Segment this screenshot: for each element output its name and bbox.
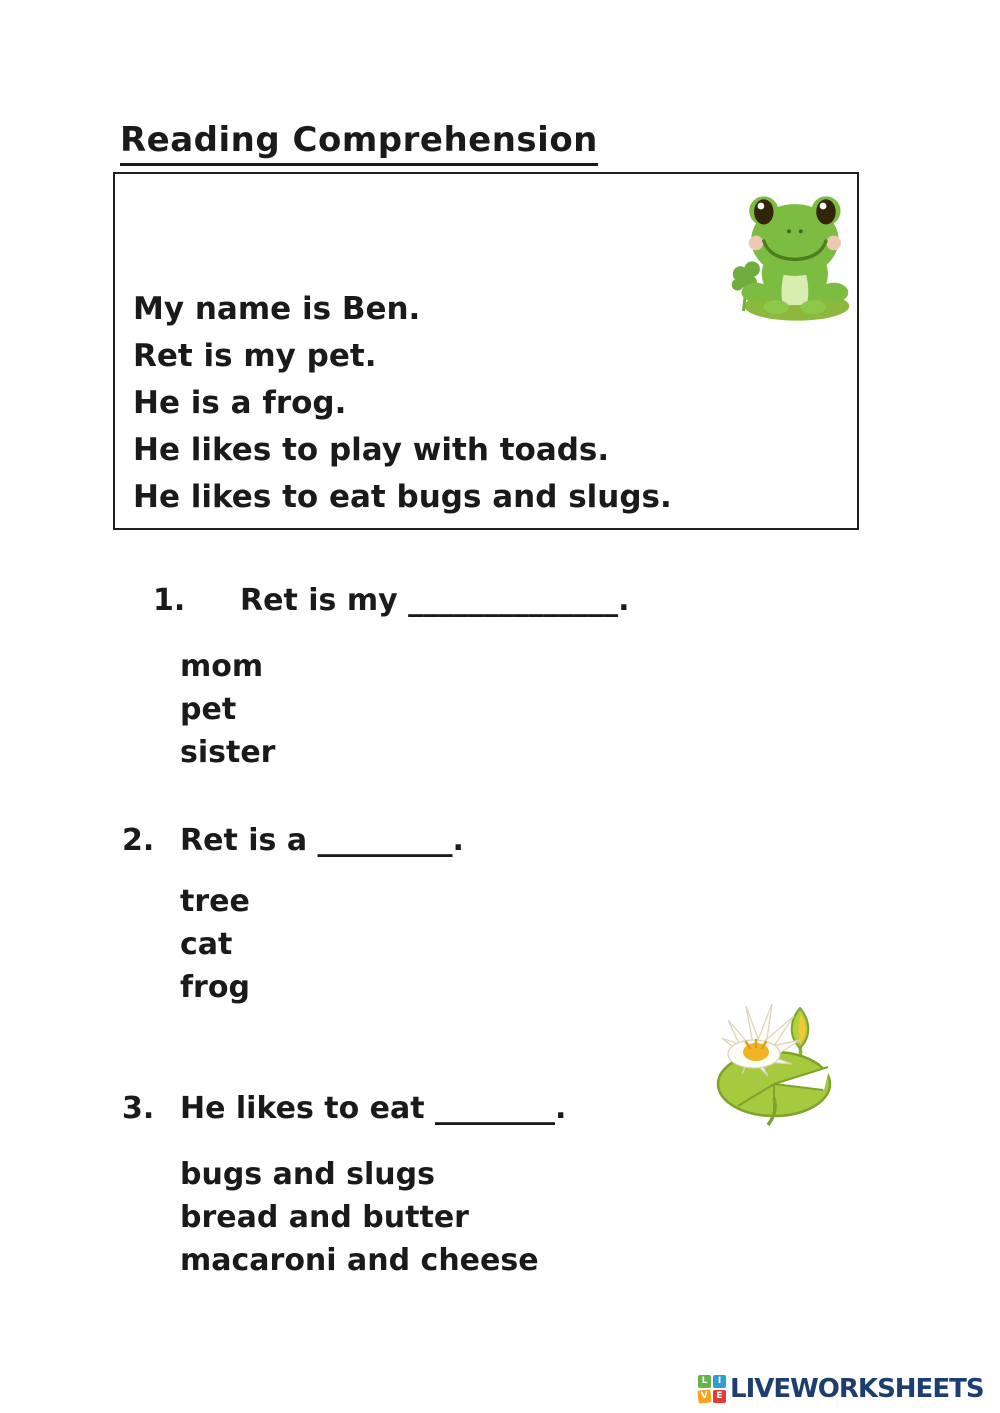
question-1-number: 1.: [153, 583, 186, 618]
water-lily-illustration: [712, 998, 842, 1126]
answer-option[interactable]: cat: [180, 927, 233, 962]
passage-line: He likes to eat bugs and slugs.: [133, 479, 672, 515]
passage-line: He is a frog.: [133, 385, 347, 421]
liveworksheets-logo[interactable]: [698, 1374, 984, 1404]
liveworksheets-logo-text: LIVEWORKSHEETS: [730, 1374, 984, 1404]
question-3-number: 3.: [122, 1091, 155, 1126]
question-2-text: Ret is a _________.: [180, 823, 464, 858]
question-1-text: Ret is my ______________.: [240, 583, 630, 618]
logo-square-e: E: [713, 1390, 726, 1403]
liveworksheets-logo-icon: [698, 1375, 727, 1404]
answer-option[interactable]: frog: [180, 970, 250, 1005]
frog-icon: [723, 192, 859, 324]
answer-option[interactable]: bread and butter: [180, 1200, 469, 1235]
answer-option[interactable]: tree: [180, 884, 250, 919]
answer-option[interactable]: pet: [180, 692, 237, 727]
water-lily-icon: [712, 998, 842, 1126]
question-1-options: [180, 645, 275, 774]
answer-option[interactable]: mom: [180, 649, 264, 684]
question-3-text: He likes to eat ________.: [180, 1091, 567, 1126]
logo-square-l: L: [698, 1375, 711, 1388]
answer-option[interactable]: macaroni and cheese: [180, 1243, 539, 1278]
answer-option[interactable]: bugs and slugs: [180, 1157, 435, 1192]
logo-square-i: I: [713, 1375, 726, 1388]
passage: [133, 286, 672, 521]
passage-line: My name is Ben.: [133, 291, 421, 327]
logo-square-v: V: [697, 1389, 711, 1403]
frog-illustration: [723, 192, 859, 324]
answer-option[interactable]: sister: [180, 735, 276, 770]
passage-line: Ret is my pet.: [133, 338, 377, 374]
question-3-options: [180, 1153, 539, 1282]
question-2-number: 2.: [122, 823, 155, 858]
page-title: Reading Comprehension: [120, 120, 598, 166]
passage-line: He likes to play with toads.: [133, 432, 610, 468]
question-2-options: [180, 880, 250, 1009]
